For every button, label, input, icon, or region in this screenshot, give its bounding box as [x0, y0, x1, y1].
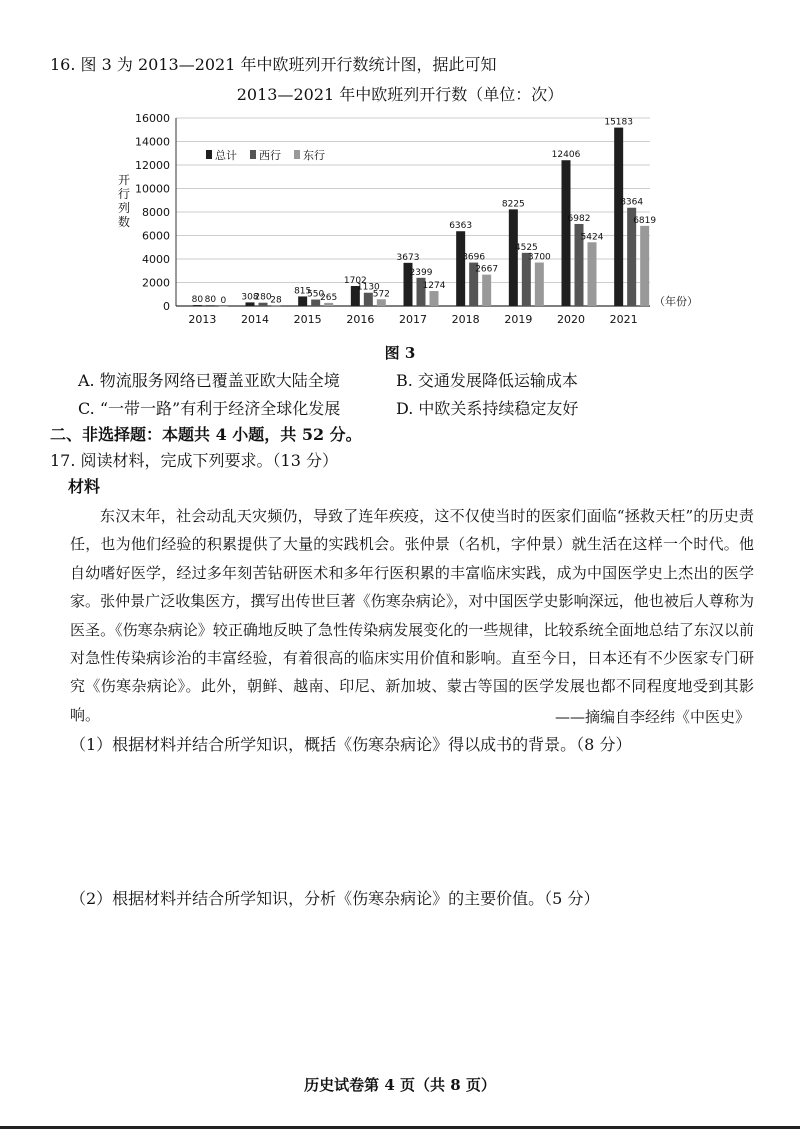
value-label: 80: [191, 295, 204, 306]
y-tick-label: 2000: [142, 276, 170, 290]
y-tick-label: 0: [163, 300, 170, 313]
legend-swatch: [294, 150, 300, 159]
x-tick-label: 2019: [504, 313, 533, 326]
bar-总计: [193, 305, 202, 306]
x-axis-label: （年份）: [654, 295, 698, 308]
x-tick-label: 2016: [346, 313, 375, 326]
value-label: 80: [204, 295, 217, 306]
value-label: 5424: [580, 232, 604, 243]
page-footer: 历史试卷第 4 页（共 8 页）: [304, 1076, 496, 1094]
bar-西行: [311, 300, 320, 306]
bottom-rule: [0, 1126, 800, 1129]
y-axis-label-char: 行: [117, 187, 131, 201]
bar-东行: [272, 306, 281, 307]
bar-西行: [206, 305, 215, 306]
value-label: 1702: [343, 276, 367, 287]
x-tick-label: 2017: [399, 313, 427, 326]
value-label: 8225: [501, 199, 525, 210]
bar-东行: [430, 291, 439, 306]
y-tick-label: 12000: [135, 159, 170, 172]
option-c[interactable]: C. “一带一路”有利于经济全球化发展: [78, 399, 341, 418]
value-label: 265: [320, 292, 338, 303]
value-label: 15183: [604, 117, 633, 128]
bar-西行: [364, 293, 373, 306]
legend-swatch: [250, 150, 256, 159]
value-label: 8364: [620, 197, 644, 208]
y-tick-label: 8000: [142, 206, 170, 219]
value-label: 3696: [462, 252, 486, 263]
question-17-stem: 17. 阅读材料，完成下列要求。（13 分）: [50, 451, 338, 470]
value-label: 6982: [567, 213, 591, 224]
y-axis-label-char: 开: [117, 173, 131, 187]
legend-entry: 总计: [215, 149, 237, 162]
bar-东行: [588, 242, 597, 306]
x-tick-label: 2020: [557, 313, 585, 326]
material-label: 材料: [68, 477, 101, 496]
value-label: 6819: [633, 215, 657, 226]
value-label: 28: [270, 295, 282, 306]
y-axis: [118, 112, 176, 313]
x-tick-label: 2018: [451, 313, 480, 326]
bar-东行: [640, 226, 649, 306]
question-16-stem: 16. 图 3 为 2013—2021 年中欧班列开行数统计图，据此可知: [50, 55, 497, 74]
sub-question-2: （2）根据材料并结合所学知识，分析《伤寒杂病论》的主要价值。（5 分）: [70, 889, 600, 908]
bar-总计: [562, 160, 571, 306]
x-tick-label: 2021: [609, 313, 638, 326]
value-label: 2399: [409, 267, 433, 278]
legend-entry: 西行: [259, 149, 281, 162]
bar-总计: [614, 128, 623, 306]
bar-东行: [482, 275, 491, 306]
chart-title: 2013—2021 年中欧班列开行数（单位：次）: [236, 85, 564, 104]
section-2-heading: 二、非选择题：本题共 4 小题，共 52 分。: [50, 425, 362, 444]
value-label: 0: [220, 296, 227, 306]
material-text: 东汉末年，社会动乱天灾频仍，导致了连年疾疫，这不仅使当时的医家们面临“拯救天枉”的历史责任，也为他们经验的积累提供了大量的实践机会。张仲景（名机，字仲景）就生活在这样一个时代。他自幼嗜好医学，经过多年刻苦钻研医术和多年行医积累的丰富临床实践，成为中国医学史上杰出的医学家。张仲景广泛收集医方，撰写出传世巨著《伤寒杂病论》，对中国医学史影响深远，他也被后人尊称为医圣。《伤寒杂病论》较正确地反映了急性传染病发展变化的一些规律，比较系统全面地总结了东汉以前对急性传染病诊治的丰富经验，有着很高的临床实用价值和影响。直至今日，日本还有不少医家专门研究《伤寒杂病论》。此外，朝鲜、越南、印尼、新加坡、蒙古等国的医学发展也都不同程度地受到其影响。: [70, 507, 754, 724]
y-tick-label: 10000: [135, 182, 170, 196]
bar-东行: [219, 306, 228, 307]
option-d[interactable]: D. 中欧关系持续稳定友好: [396, 399, 579, 418]
value-label: 3700: [527, 252, 551, 263]
bar-chart: [110, 108, 710, 340]
value-label: 2667: [475, 264, 499, 275]
y-axis-label-char: 列: [117, 201, 131, 215]
y-axis-label-char: 数: [117, 215, 131, 229]
sub-question-1: （1）根据材料并结合所学知识，概括《伤寒杂病论》得以成书的背景。（8 分）: [70, 735, 632, 754]
x-tick-label: 2015: [293, 313, 322, 326]
material-source: ——摘编自李经纬《中医史》: [554, 708, 750, 726]
y-tick-label: 14000: [135, 135, 170, 149]
value-label: 1130: [356, 282, 380, 293]
bar-总计: [509, 209, 518, 306]
bar-东行: [377, 299, 386, 306]
value-label: 280: [254, 292, 272, 303]
option-a[interactable]: A. 物流服务网络已覆盖亚欧大陆全境: [78, 371, 340, 390]
y-tick-label: 16000: [135, 112, 170, 125]
bar-西行: [259, 303, 268, 306]
y-tick-label: 6000: [142, 229, 170, 243]
chart-legend: [206, 148, 325, 162]
value-label: 572: [372, 289, 390, 300]
figure-label: 图 3: [384, 344, 416, 362]
value-label: 815: [294, 286, 312, 297]
option-b[interactable]: B. 交通发展降低运输成本: [396, 371, 578, 390]
bar-总计: [456, 231, 465, 306]
bar-总计: [246, 302, 255, 306]
value-label: 308: [241, 292, 259, 303]
value-label: 6363: [449, 221, 473, 232]
value-label: 550: [307, 289, 325, 300]
value-label: 12406: [551, 150, 581, 161]
x-tick-label: 2014: [241, 313, 269, 326]
legend-entry: 东行: [303, 149, 325, 162]
x-tick-label: 2013: [188, 313, 217, 326]
legend-swatch: [206, 150, 212, 159]
bar-总计: [298, 296, 307, 306]
bar-东行: [324, 303, 333, 306]
value-label: 4525: [514, 242, 538, 253]
bar-东行: [535, 263, 544, 306]
value-label: 3673: [396, 252, 420, 263]
value-label: 1274: [422, 281, 446, 292]
y-tick-label: 4000: [142, 253, 170, 266]
